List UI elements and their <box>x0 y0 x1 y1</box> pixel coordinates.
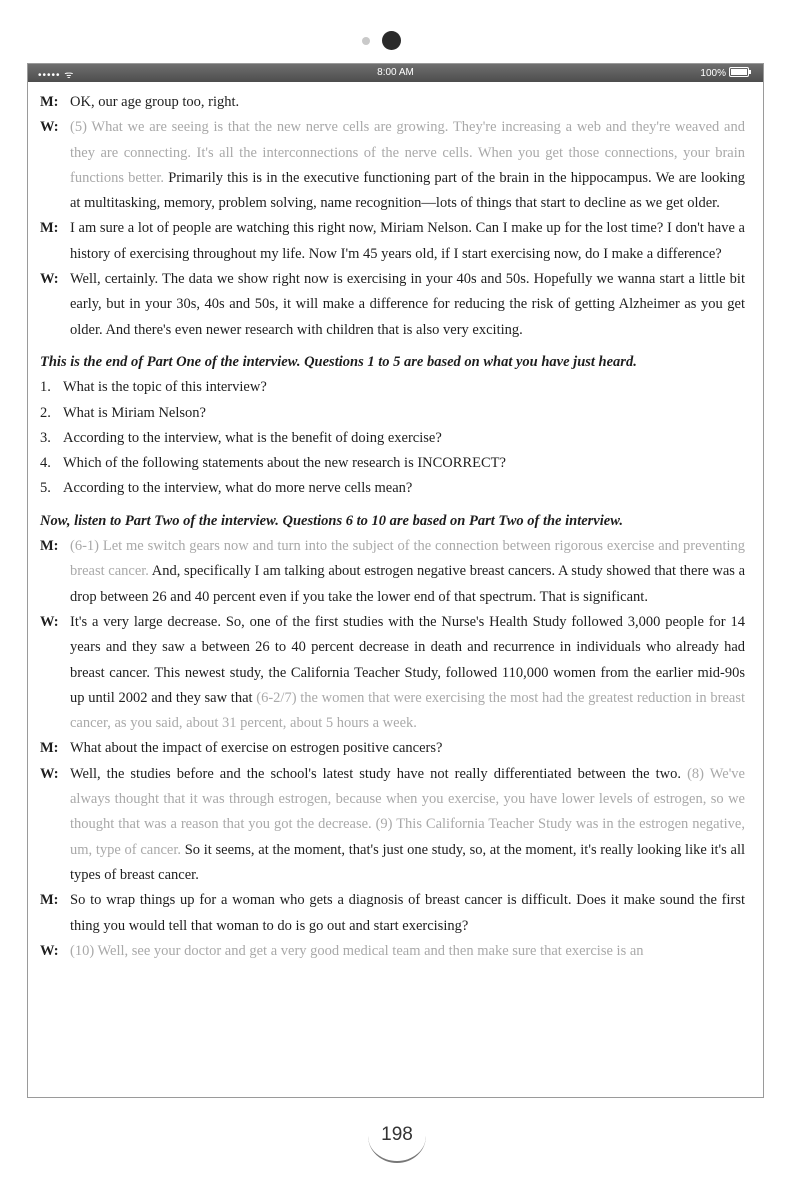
dialogue-turn <box>40 115 745 216</box>
text-segment: It's a very large decrease. So, one of the first studies with the Nurse's Health Study followed 3,000 people for 14 years and they saw a between 26 to 40 percent decrease in death and recurrence in individuals who already had breast cancer. This newest study, the California Teacher Study, followed 110,000 women from the earlier mid-90s up until 2002 and they saw that <box>70 613 745 706</box>
signal-wifi-icon: ••••• ᯤ <box>38 70 75 81</box>
instruction-part-one: This is the end of Part One of the interview. Questions 1 to 5 are based on what you have just heard. <box>40 353 637 370</box>
dialogue-turn <box>40 610 745 736</box>
battery-percent: 100% <box>700 68 726 79</box>
question-text: According to the interview, what do more nerve cells mean? <box>63 480 413 497</box>
speaker-label: M: <box>40 94 59 110</box>
text-segment: Well, the studies before and the school's latest study have not really differentiated between the two. <box>70 765 688 782</box>
dialogue-text <box>70 939 745 964</box>
speaker-label: M: <box>40 538 59 555</box>
question-item <box>40 476 745 501</box>
dialogue-turn <box>40 267 745 343</box>
dialogue-turn <box>40 939 745 964</box>
dialogue-turn <box>40 762 745 888</box>
question-text: According to the interview, what is the benefit of doing exercise? <box>63 429 442 446</box>
battery-icon <box>729 67 749 77</box>
question-item <box>40 426 745 451</box>
battery-status <box>700 67 749 79</box>
dialogue-turn <box>40 216 745 267</box>
dialogue-turn <box>40 534 745 610</box>
instruction-part-two: Now, listen to Part Two of the interview. Questions 6 to 10 are based on Part Two of the interview. <box>40 512 623 529</box>
speaker-label: W: <box>40 119 59 136</box>
question-list <box>40 375 745 501</box>
dialogue-turn <box>40 736 745 761</box>
faded-text-segment: (5) What we are seeing is that the new nerve cells are growing. They're increasing a web and they're weaved and they are connecting. It's all the interconnections of the nerve cells. When you get those connections, your brain functions better. <box>70 119 745 186</box>
question-text: Which of the following statements about the new research is INCORRECT? <box>63 455 506 472</box>
speaker-label: M: <box>40 892 59 909</box>
dialogue-turn <box>40 888 745 939</box>
question-text: What is Miriam Nelson? <box>63 404 206 421</box>
dialogue-text <box>70 216 745 267</box>
question-number: 4. <box>40 455 51 472</box>
text-segment: So to wrap things up for a woman who gets a diagnosis of breast cancer is difficult. Does it make sound the first thing you would tell that woman to do is go out and start exercising? <box>70 892 745 934</box>
page-number: 198 <box>368 1109 426 1163</box>
speaker-label: W: <box>40 765 59 782</box>
question-item <box>40 401 745 426</box>
text-segment: Well, certainly. The data we show right now is exercising in your 40s and 50s. Hopefully we wanna start a little bit early, but in your 30s, 40s and 50s, it will make a difference for reducing the risk of getting Alzheimer as you get older. And there's even newer research with children that is also very exciting. <box>70 271 745 338</box>
question-number: 3. <box>40 429 51 446</box>
dialogue-text <box>70 534 745 610</box>
speaker-label: M: <box>40 740 59 757</box>
dialogue-text <box>70 610 745 736</box>
question-number: 1. <box>40 379 51 396</box>
status-time: 8:00 AM <box>377 67 414 78</box>
speaker-label: W: <box>40 942 59 959</box>
text-segment: Primarily this is in the executive functioning part of the brain in the hippocampus. We are looking at multitasking, memory, problem solving, name recognition—lots of things that start to decline as we get older. <box>70 169 745 212</box>
faded-text-segment: (6-1) Let me switch gears now and turn into the subject of the connection between rigorous exercise and preventing breast cancer. <box>70 538 745 580</box>
question-number: 2. <box>40 404 51 421</box>
speaker-label: M: <box>40 220 59 237</box>
text-segment: OK, our age group too, right. <box>70 94 240 110</box>
question-text: What is the topic of this interview? <box>63 379 267 396</box>
tablet-screen <box>27 63 764 1098</box>
dialogue-text <box>70 115 745 216</box>
speaker-label: W: <box>40 271 59 288</box>
page-indicator-dots <box>362 30 412 52</box>
faded-text-segment: (10) Well, see your doctor and get a very good medical team and then make sure that exercise is an <box>70 942 644 959</box>
question-number: 5. <box>40 480 51 497</box>
page-content <box>28 82 763 964</box>
question-item <box>40 451 745 476</box>
transcript-part-two <box>40 534 745 964</box>
text-segment: What about the impact of exercise on estrogen positive cancers? <box>70 740 443 757</box>
page-dot-inactive <box>362 37 370 45</box>
dialogue-turn <box>40 90 745 115</box>
dialogue-text <box>70 736 745 761</box>
speaker-label: W: <box>40 613 59 630</box>
dialogue-text <box>70 267 745 343</box>
status-bar <box>28 64 763 82</box>
text-segment: And, specifically I am talking about estrogen negative breast cancers. A study showed that there was a drop between 26 and 40 percent even if you take the lower end of that spectrum. That is significant. <box>70 563 746 605</box>
dialogue-text <box>70 90 745 115</box>
faded-text-segment: (6-2/7) the women that were exercising the most had the greatest reduction in breast cancer, as you said, about 31 percent, about 5 hours a week. <box>70 689 745 732</box>
text-segment: So it seems, at the moment, that's just one study, so, at the moment, it's really looking like it's all types of breast cancer. <box>70 841 746 883</box>
dialogue-text <box>70 762 745 888</box>
faded-text-segment: (8) We've always thought that it was through estrogen, because when you exercise, you have lower levels of estrogen, so we thought that was a reason that you got the decrease. (9) This California Teacher Study was in the estrogen negative, um, type of cancer. <box>70 765 745 858</box>
page-dot-active <box>382 31 401 50</box>
question-item <box>40 375 745 400</box>
text-segment: I am sure a lot of people are watching this right now, Miriam Nelson. Can I make up for the lost time? I don't have a history of exercising throughout my life. Now I'm 45 years old, if I start exercising now, do I make a difference? <box>70 220 745 262</box>
transcript-part-one <box>40 90 745 343</box>
dialogue-text <box>70 888 745 939</box>
